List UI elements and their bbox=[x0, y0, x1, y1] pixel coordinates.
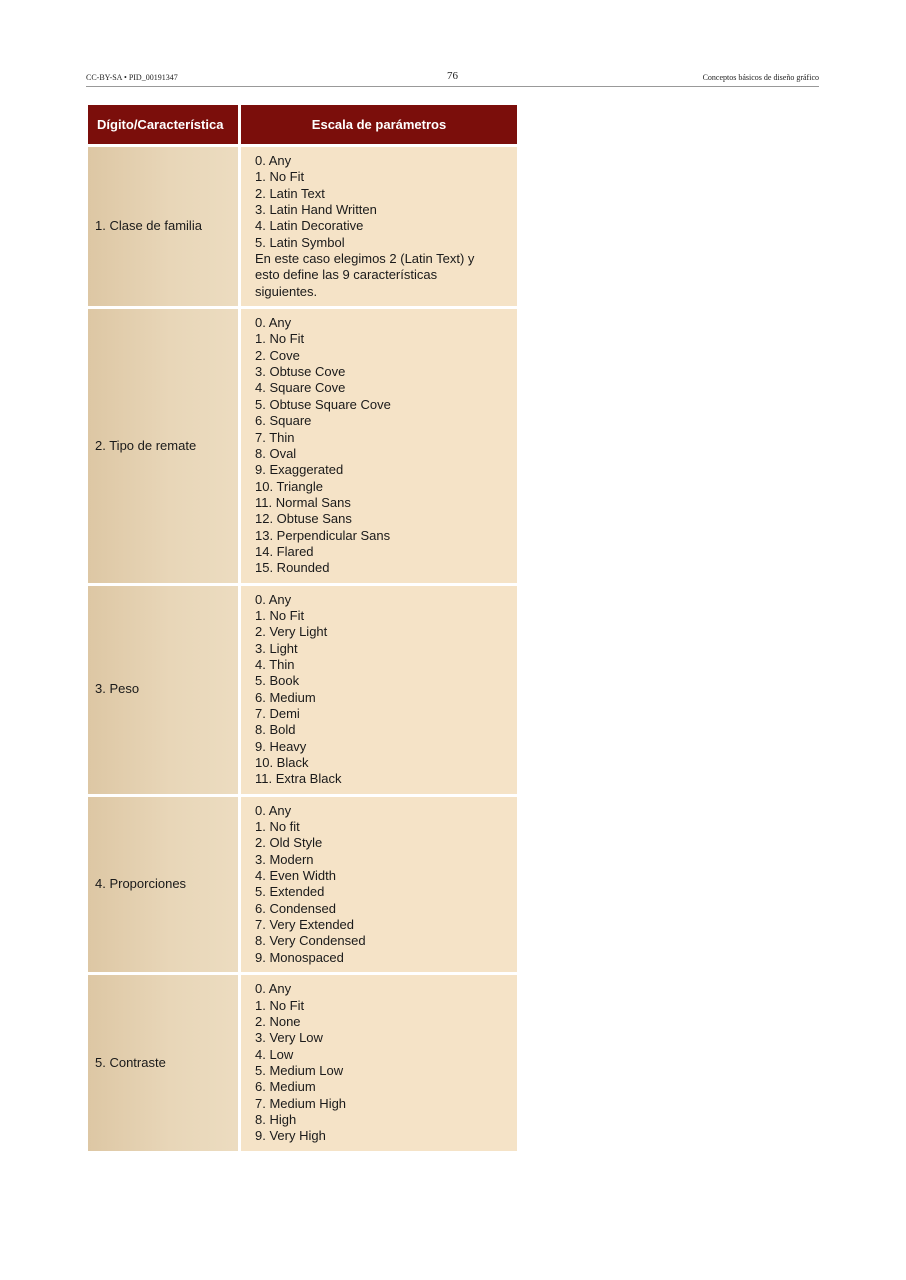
table-row bbox=[88, 797, 517, 975]
scale-item: 5. Obtuse Square Cove bbox=[255, 396, 391, 412]
scale-item: 6. Medium bbox=[255, 1079, 316, 1095]
page-header bbox=[86, 70, 819, 87]
scale-item: 0. Any bbox=[255, 315, 292, 331]
feature-cell: 5. Contraste bbox=[88, 975, 241, 1153]
scale-item: 1. No fit bbox=[255, 819, 300, 835]
feature-cell: 4. Proporciones bbox=[88, 797, 241, 975]
scale-item: 1. No Fit bbox=[255, 607, 305, 623]
feature-cell: 2. Tipo de remate bbox=[88, 309, 241, 586]
feature-cell: 3. Peso bbox=[88, 586, 241, 797]
scale-item: 13. Perpendicular Sans bbox=[255, 527, 391, 543]
scale-item: 9. Monospaced bbox=[255, 949, 344, 965]
scale-item: 8. Bold bbox=[255, 722, 296, 738]
scale-item: 11. Extra Black bbox=[255, 771, 342, 787]
scale-item: 2. Old Style bbox=[255, 835, 323, 851]
table-row bbox=[88, 147, 517, 309]
scale-item: 5. Latin Symbol bbox=[255, 234, 345, 250]
scale-item: 0. Any bbox=[255, 981, 292, 997]
scale-cell bbox=[241, 975, 517, 1153]
scale-item: 8. Very Condensed bbox=[255, 933, 366, 949]
scale-item: 7. Very Extended bbox=[255, 917, 355, 933]
table-row bbox=[88, 586, 517, 797]
scale-item: 0. Any bbox=[255, 591, 292, 607]
scale-item: 5. Book bbox=[255, 673, 300, 689]
scale-item: 11. Normal Sans bbox=[255, 494, 351, 510]
scale-item: 4. Low bbox=[255, 1046, 294, 1062]
scale-cell bbox=[241, 147, 517, 309]
page-number: 76 bbox=[447, 70, 458, 82]
scale-item: 6. Square bbox=[255, 413, 312, 429]
scale-cell bbox=[241, 309, 517, 586]
scale-item: 1. No Fit bbox=[255, 331, 305, 347]
scale-item: 3. Obtuse Cove bbox=[255, 364, 346, 380]
feature-cell: 1. Clase de familia bbox=[88, 147, 241, 309]
scale-item: 4. Thin bbox=[255, 656, 295, 672]
scale-item: 14. Flared bbox=[255, 543, 314, 559]
scale-item: 4. Even Width bbox=[255, 868, 336, 884]
scale-item: 3. Light bbox=[255, 640, 298, 656]
header-license: CC-BY-SA • PID_00191347 bbox=[86, 73, 178, 82]
scale-item: 1. No Fit bbox=[255, 169, 305, 185]
scale-item: 4. Square Cove bbox=[255, 380, 346, 396]
scale-item: 2. Very Light bbox=[255, 624, 328, 640]
scale-item: En este caso elegimos 2 (Latin Text) y bbox=[255, 251, 475, 267]
scale-cell bbox=[241, 797, 517, 975]
table-header-row bbox=[88, 105, 517, 147]
table-body bbox=[88, 147, 517, 1154]
scale-item: 6. Condensed bbox=[255, 900, 336, 916]
scale-item: 3. Very Low bbox=[255, 1030, 323, 1046]
scale-item: 7. Thin bbox=[255, 429, 295, 445]
scale-item: 9. Exaggerated bbox=[255, 462, 344, 478]
scale-item: 1. No Fit bbox=[255, 997, 305, 1013]
header-document-title: Conceptos básicos de diseño gráfico bbox=[702, 73, 819, 82]
scale-item: 12. Obtuse Sans bbox=[255, 511, 352, 527]
scale-item: 2. Latin Text bbox=[255, 185, 325, 201]
scale-item: 0. Any bbox=[255, 802, 292, 818]
scale-item: 7. Medium High bbox=[255, 1095, 347, 1111]
scale-item: siguientes. bbox=[255, 283, 318, 299]
scale-item: esto define las 9 características bbox=[255, 267, 438, 283]
scale-item: 8. Oval bbox=[255, 445, 297, 461]
scale-item: 2. None bbox=[255, 1013, 301, 1029]
scale-item: 9. Very High bbox=[255, 1128, 326, 1144]
scale-item: 9. Heavy bbox=[255, 738, 307, 754]
table-row bbox=[88, 975, 517, 1153]
scale-item: 0. Any bbox=[255, 153, 292, 168]
scale-item: 5. Medium Low bbox=[255, 1062, 344, 1078]
scale-item: 2. Cove bbox=[255, 347, 300, 363]
column-header-feature: Dígito/Característica bbox=[88, 105, 241, 147]
column-header-scale: Escala de parámetros bbox=[241, 105, 517, 147]
scale-item: 8. High bbox=[255, 1111, 297, 1127]
scale-item: 3. Latin Hand Written bbox=[255, 202, 377, 218]
scale-cell bbox=[241, 586, 517, 797]
scale-item: 10. Triangle bbox=[255, 478, 323, 494]
scale-item: 15. Rounded bbox=[255, 560, 330, 576]
parameter-table bbox=[88, 105, 517, 1154]
table-row bbox=[88, 309, 517, 586]
scale-item: 10. Black bbox=[255, 755, 309, 771]
scale-item: 5. Extended bbox=[255, 884, 325, 900]
scale-item: 3. Modern bbox=[255, 851, 314, 867]
scale-item: 4. Latin Decorative bbox=[255, 218, 364, 234]
scale-item: 6. Medium bbox=[255, 689, 316, 705]
scale-item: 7. Demi bbox=[255, 706, 300, 721]
